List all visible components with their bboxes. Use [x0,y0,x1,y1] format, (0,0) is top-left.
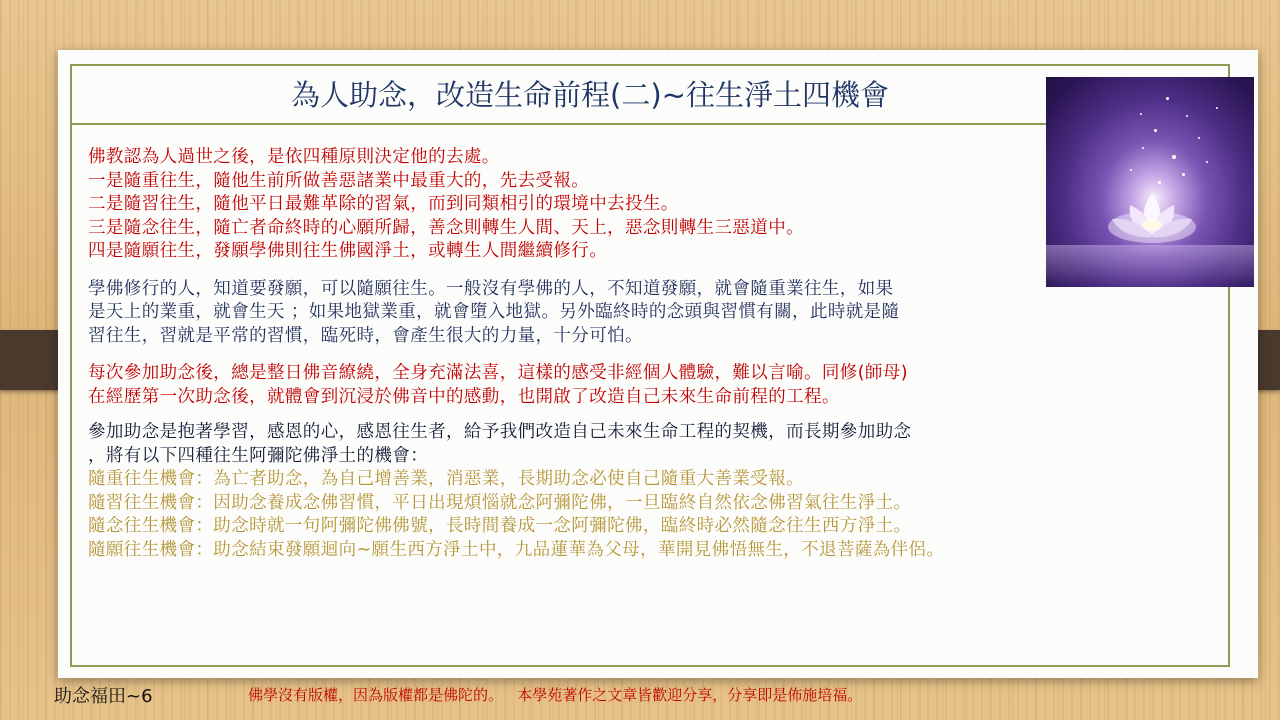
list-item: 隨重往生機會：為亡者助念，為自己增善業，消惡業，長期助念必使自己隨重大善業受報。 [88,469,804,489]
text-line: 佛教認為人過世之後，是依四種原則決定他的去處。 [88,147,500,167]
list-item: 隨習往生機會：因助念養成念佛習慣，平日出現煩惱就念阿彌陀佛，一旦臨終自然依念佛習氣往生淨土。 [88,492,912,513]
text-line: 學佛修行的人，知道要發願，可以隨願往生。一般沒有學佛的人，不知道發願，就會隨重業往生，如果 [88,278,894,299]
list-item: 隨願往生機會：助念結束發願迴向~願生西方淨土中，九品蓮華為父母，華開見佛悟無生，不退菩薩為伴侶。 [88,539,945,560]
text-line: 三是隨念往生，隨亡者命終時的心願所歸，善念則轉生人間、天上，惡念則轉生三惡道中。 [88,217,804,238]
text-line: 每次參加助念後，總是整日佛音繚繞，全身充滿法喜，這樣的感受非經個人體驗，難以言喻。同修(師母) [88,363,908,383]
text-line: 參加助念是抱著學習，感恩的心，感恩往生者，給予我們改造自己未來生命工程的契機，而長期參加助念 [88,422,912,442]
section-four-principles [88,146,1248,264]
slide-board [58,50,1258,678]
page-title: 為人助念，改造生命前程(二)~往生淨土四機會 [291,78,889,112]
text-line: 在經歷第一次助念後，就體會到沉浸於佛音中的感動，也開啟了改造自己未來生命前程的工程。 [88,386,840,407]
section-practice [88,278,1248,349]
title-divider [70,123,1110,125]
text-line: 四是隨願往生，發願學佛則往生佛國淨土，或轉生人間繼續修行。 [88,241,608,261]
text-line: 習往生，習就是平常的習慣，臨死時，會產生很大的力量，十分可怕。 [88,325,643,346]
copyright-notice: 佛學沒有版權，因為版權都是佛陀的。 本學苑著作之文章皆歡迎分享，分享即是佈施培福。 [248,686,863,704]
text-line: 二是隨習往生，隨他平日最難革除的習氣，而到同類相引的環境中去投生。 [88,194,679,214]
text-line: 一是隨重往生，隨他生前所做善惡諸業中最重大的，先去受報。 [88,170,590,191]
slide-content [88,146,1248,562]
page-label: 助念福田~6 [54,686,153,707]
section-opportunities [88,421,1248,562]
list-item: 隨念往生機會：助念時就一句阿彌陀佛佛號，長時間養成一念阿彌陀佛，臨終時必然隨念往生西方淨土。 [88,516,912,536]
section-experience [88,362,1248,409]
text-line: ，將有以下四種往生阿彌陀佛淨土的機會： [88,445,429,466]
text-line: 是天上的業重，就會生天 ；如果地獄業重，就會墮入地獄。另外臨終時的念頭與習慣有關，此時就是隨 [88,302,900,322]
